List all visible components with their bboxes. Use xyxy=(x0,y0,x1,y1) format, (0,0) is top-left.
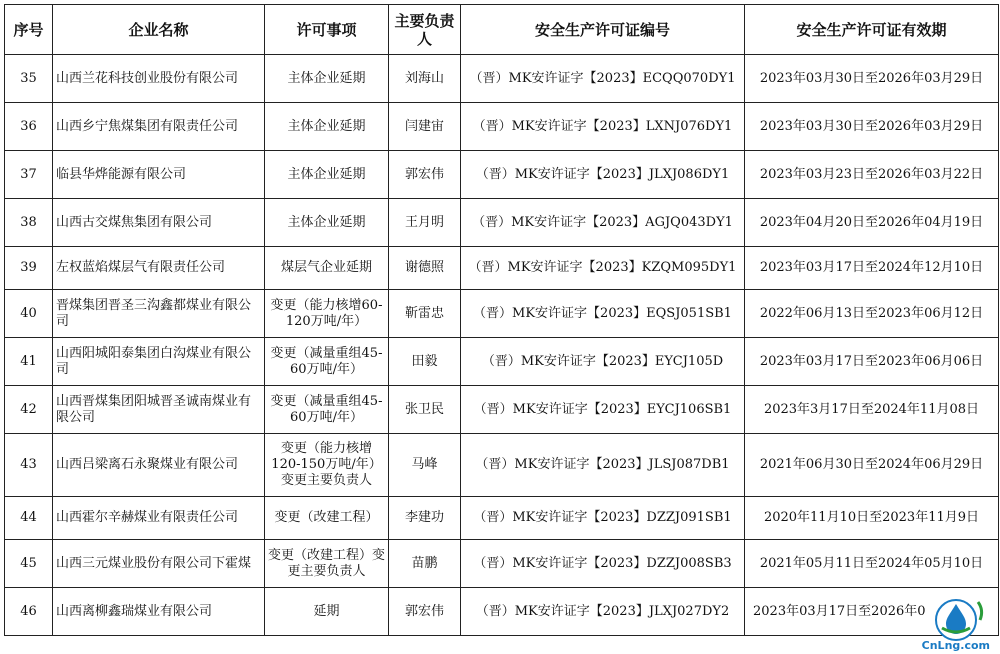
table-row xyxy=(5,540,999,588)
cell-cert: （晋）MK安许证字【2023】LXNJ076DY1 xyxy=(461,103,745,151)
cell-cert: （晋）MK安许证字【2023】JLXJ027DY2 xyxy=(461,588,745,636)
cell-validity: 2023年3月17日至2024年11月08日 xyxy=(745,386,999,434)
cell-item: 主体企业延期 xyxy=(265,151,389,199)
table-row xyxy=(5,386,999,434)
cell-item: 变更（减量重组45-60万吨/年） xyxy=(265,338,389,386)
cell-validity: 2023年03月17日至2024年12月10日 xyxy=(745,247,999,290)
cell-person: 刘海山 xyxy=(389,55,461,103)
table-row xyxy=(5,338,999,386)
cell-cert: （晋）MK安许证字【2023】EYCJ106SB1 xyxy=(461,386,745,434)
cell-no: 45 xyxy=(5,540,53,588)
header-item: 许可事项 xyxy=(265,5,389,55)
cell-company: 临县华烨能源有限公司 xyxy=(53,151,265,199)
cell-validity: 2020年11月10日至2023年11月9日 xyxy=(745,497,999,540)
cell-no: 35 xyxy=(5,55,53,103)
watermark-text: CnLng.com xyxy=(921,639,990,652)
cell-person: 张卫民 xyxy=(389,386,461,434)
cell-item: 主体企业延期 xyxy=(265,199,389,247)
cell-item: 主体企业延期 xyxy=(265,103,389,151)
cell-no: 37 xyxy=(5,151,53,199)
cell-no: 38 xyxy=(5,199,53,247)
cell-person: 马峰 xyxy=(389,434,461,497)
cell-no: 44 xyxy=(5,497,53,540)
cell-validity: 2023年03月30日至2026年03月29日 xyxy=(745,55,999,103)
cell-company: 左权蓝焰煤层气有限责任公司 xyxy=(53,247,265,290)
cell-cert: （晋）MK安许证字【2023】ECQQ070DY1 xyxy=(461,55,745,103)
cell-company: 山西吕梁离石永聚煤业有限公司 xyxy=(53,434,265,497)
table-row xyxy=(5,199,999,247)
table-row xyxy=(5,497,999,540)
header-person: 主要负责人 xyxy=(389,5,461,55)
permit-table xyxy=(4,4,999,636)
table-row xyxy=(5,55,999,103)
cell-validity: 2022年06月13日至2023年06月12日 xyxy=(745,290,999,338)
cell-validity: 2023年03月30日至2026年03月29日 xyxy=(745,103,999,151)
cell-validity: 2023年03月23日至2026年03月22日 xyxy=(745,151,999,199)
cell-no: 40 xyxy=(5,290,53,338)
header-validity: 安全生产许可证有效期 xyxy=(745,5,999,55)
cell-person: 苗鹏 xyxy=(389,540,461,588)
cell-cert: （晋）MK安许证字【2023】JLSJ087DB1 xyxy=(461,434,745,497)
cell-validity: 2023年03月17日至2026年0 xyxy=(745,588,999,636)
cell-company: 山西兰花科技创业股份有限公司 xyxy=(53,55,265,103)
cell-cert: （晋）MK安许证字【2023】EQSJ051SB1 xyxy=(461,290,745,338)
cell-no: 43 xyxy=(5,434,53,497)
cell-person: 郭宏伟 xyxy=(389,588,461,636)
cell-cert: （晋）MK安许证字【2023】JLXJ086DY1 xyxy=(461,151,745,199)
cell-company: 晋煤集团晋圣三沟鑫都煤业有限公司 xyxy=(53,290,265,338)
cell-no: 41 xyxy=(5,338,53,386)
table-row xyxy=(5,151,999,199)
cell-person: 李建功 xyxy=(389,497,461,540)
cell-item: 延期 xyxy=(265,588,389,636)
table-row xyxy=(5,103,999,151)
table-row xyxy=(5,434,999,497)
cell-person: 靳雷忠 xyxy=(389,290,461,338)
cell-item: 变更（改建工程） xyxy=(265,497,389,540)
cell-no: 39 xyxy=(5,247,53,290)
cell-cert: （晋）MK安许证字【2023】KZQM095DY1 xyxy=(461,247,745,290)
cell-company: 山西离柳鑫瑞煤业有限公司 xyxy=(53,588,265,636)
header-no: 序号 xyxy=(5,5,53,55)
cell-item: 变更（减量重组45-60万吨/年） xyxy=(265,386,389,434)
table-row xyxy=(5,290,999,338)
cell-company: 山西古交煤焦集团有限公司 xyxy=(53,199,265,247)
cell-item: 煤层气企业延期 xyxy=(265,247,389,290)
table-row xyxy=(5,247,999,290)
cell-cert: （晋）MK安许证字【2023】AGJQ043DY1 xyxy=(461,199,745,247)
header-cert: 安全生产许可证编号 xyxy=(461,5,745,55)
cell-person: 闫建宙 xyxy=(389,103,461,151)
cell-cert: （晋）MK安许证字【2023】DZZJ091SB1 xyxy=(461,497,745,540)
cell-cert: （晋）MK安许证字【2023】EYCJ105D xyxy=(461,338,745,386)
cell-company: 山西乡宁焦煤集团有限责任公司 xyxy=(53,103,265,151)
cell-item: 变更（能力核增120-150万吨/年）变更主要负责人 xyxy=(265,434,389,497)
cell-person: 王月明 xyxy=(389,199,461,247)
cell-item: 变更（能力核增60-120万吨/年） xyxy=(265,290,389,338)
cell-no: 46 xyxy=(5,588,53,636)
header-company: 企业名称 xyxy=(53,5,265,55)
cell-company: 山西霍尔辛赫煤业有限责任公司 xyxy=(53,497,265,540)
cell-validity: 2021年06月30日至2024年06月29日 xyxy=(745,434,999,497)
cell-item: 变更（改建工程）变更主要负责人 xyxy=(265,540,389,588)
cell-company: 山西阳城阳泰集团白沟煤业有限公司 xyxy=(53,338,265,386)
header-row xyxy=(5,5,999,55)
table-row xyxy=(5,588,999,636)
cell-person: 郭宏伟 xyxy=(389,151,461,199)
cell-no: 36 xyxy=(5,103,53,151)
cell-validity: 2023年04月20日至2026年04月19日 xyxy=(745,199,999,247)
cell-company: 山西晋煤集团阳城晋圣诚南煤业有限公司 xyxy=(53,386,265,434)
cell-no: 42 xyxy=(5,386,53,434)
cell-person: 谢德照 xyxy=(389,247,461,290)
cell-person: 田毅 xyxy=(389,338,461,386)
cell-item: 主体企业延期 xyxy=(265,55,389,103)
cell-company: 山西三元煤业股份有限公司下霍煤 xyxy=(53,540,265,588)
cell-cert: （晋）MK安许证字【2023】DZZJ008SB3 xyxy=(461,540,745,588)
cell-validity: 2021年05月11日至2024年05月10日 xyxy=(745,540,999,588)
cell-validity: 2023年03月17日至2023年06月06日 xyxy=(745,338,999,386)
